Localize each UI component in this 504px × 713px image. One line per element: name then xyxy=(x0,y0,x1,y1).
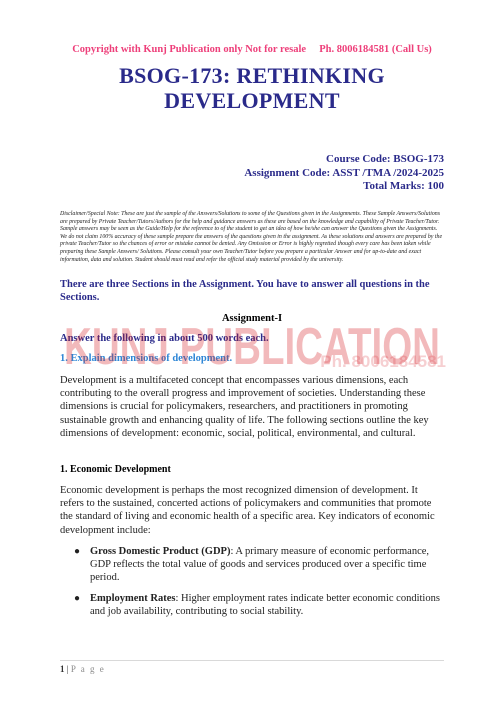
assignment-label: Assignment-I xyxy=(221,313,283,324)
list-item xyxy=(74,592,444,618)
svg-text:Ph. 8006184581: Ph. 8006184581 xyxy=(320,352,446,371)
course-code: Course Code: BSOG-173 xyxy=(326,153,444,165)
publisher-watermark xyxy=(62,316,442,374)
subheading-economic: 1. Economic Development xyxy=(60,464,171,475)
bullet-text: : A primary measure of economic performance, GDP reflects the total value of goods and services produced over a specific time period. xyxy=(90,546,430,584)
total-marks: Total Marks: 100 xyxy=(363,180,444,192)
assignment-code: Assignment Code: ASST /TMA /2024-2025 xyxy=(244,166,444,179)
page-footer xyxy=(60,664,105,674)
footer-separator: | xyxy=(64,664,71,674)
question-heading: 1. Explain dimensions of development. xyxy=(60,353,233,364)
paragraph-economic: Economic development is perhaps the most recognized dimension of development. It refers to the sustained, concerted actions of policymakers and communities that promote the standard of living and economic health of a specific area. Key indicators of economic development include: xyxy=(60,485,435,536)
course-info xyxy=(244,153,444,194)
bullet-text: : Higher employment rates indicate better economic conditions and job availability, contributing to social stability. xyxy=(90,593,440,618)
title-line-2: DEVELOPMENT xyxy=(164,88,340,113)
bullet-term: Employment Rates xyxy=(90,593,176,604)
sections-intro: There are three Sections in the Assignment. You have to answer all questions in the Sections. xyxy=(60,279,430,303)
bullet-term: Gross Domestic Product (GDP) xyxy=(90,546,231,557)
bullet-icon: ● xyxy=(74,593,81,604)
page-number: 1 xyxy=(60,664,65,674)
bullet-icon: ● xyxy=(74,546,81,557)
copyright-text: Copyright with Kunj Publication only Not for resale xyxy=(72,44,307,55)
answer-instruction: Answer the following in about 500 words each. xyxy=(60,333,269,344)
svg-text:KUNJ PUBLICATION: KUNJ PUBLICATION xyxy=(64,318,440,374)
copyright-header xyxy=(0,44,504,55)
list-item xyxy=(74,545,444,585)
document-title xyxy=(0,63,504,113)
title-line-1: BSOG-173: RETHINKING xyxy=(119,63,385,88)
disclaimer-note: Disclaimer/Special Note: These are just the sample of the Answers/Solutions to some of the Questions given in the Assignments. These Sample Answers/Solutions are prepared by Private Teacher/Tutors/Authors for the help and guidance answers as these are based on the knowledge and capability of Private Teacher/Tutor. Sample answers may be seen as the Guide/Help for the reference to of the student to get an idea of how he/she can answer the Questions given the Assignments. We do not claim 100% accuracy of these sample prepare the answers of the questions given in the assignment. As these solutions and answers are prepared by the private Teacher/Tutor so the chances of error or mistake cannot be denied. Any Omission or Error is highly regretted though every care has been taken while preparing these Sample Answers/ Solutions. Please consult your own Teacher/Tutor before you prepare a particular Answer and for up-to-date and exact information, data and solution. Student should must read and refer the official study material provided by the university. xyxy=(60,211,443,263)
footer-divider xyxy=(60,660,444,661)
watermark-phone xyxy=(226,351,446,371)
paragraph-intro: Development is a multifaceted concept that encompasses various dimensions, each contributing to the overall progress and improvement of societies. Understanding these dimensions is crucial for policymakers, researchers, and practitioners in promoting sustainable growth and enhancing quality of life. The following sections outline the key dimensions of development: economic, social, political, environmental, and cultural. xyxy=(60,375,429,439)
page-label: P a g e xyxy=(70,664,106,674)
phone-text: Ph. 8006184581 (Call Us) xyxy=(319,44,432,55)
